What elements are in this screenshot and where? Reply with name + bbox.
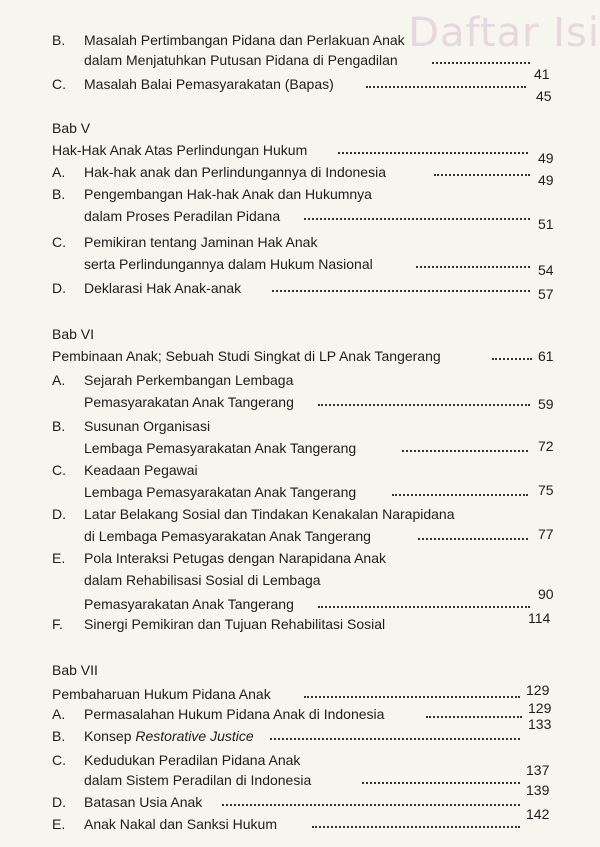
chapter-heading: Bab VII: [52, 662, 98, 678]
entry-page: 77: [538, 526, 554, 542]
entry-text: Kedudukan Peradilan Pidana Anak: [84, 752, 301, 768]
entry-page: 72: [538, 438, 554, 454]
entry-letter: B.: [52, 32, 66, 48]
chapter-title-text: Pembaharuan Hukum Pidana Anak: [52, 686, 271, 702]
chapter-page: 61: [538, 348, 554, 364]
leader-dots: [304, 218, 530, 220]
toc-entry-bab5-a[interactable]: [0, 162, 600, 188]
entry-letter: C.: [52, 234, 66, 250]
chapter-title[interactable]: [0, 346, 600, 368]
entry-page: 41: [534, 66, 550, 82]
entry-letter: D.: [52, 794, 66, 810]
toc-entry-bab6-f[interactable]: [0, 610, 600, 636]
leader-dots: [270, 738, 520, 740]
entry-letter: A.: [52, 164, 66, 180]
leader-dots: [434, 174, 530, 176]
entry-text-2: di Lembaga Pemasyarakatan Anak Tangerang: [84, 528, 371, 544]
entry-text: Susunan Organisasi: [84, 418, 211, 434]
entry-text-2: Pemasyarakatan Anak Tangerang: [84, 394, 294, 410]
chapter-title[interactable]: [0, 140, 600, 166]
entry-text: Pemikiran tentang Jaminan Hak Anak: [84, 234, 318, 250]
leader-dots: [222, 804, 520, 806]
leader-dots: [366, 86, 526, 88]
leader-dots: [318, 606, 530, 608]
entry-page: 75: [538, 482, 554, 498]
entry-letter: D.: [52, 280, 66, 296]
entry-text: Batasan Usia Anak: [84, 794, 203, 810]
entry-text: Permasalahan Hukum Pidana Anak di Indonesia: [84, 706, 385, 722]
entry-text: Latar Belakang Sosial dan Tindakan Kenakalan Narapidana: [84, 506, 455, 522]
chapter-page: 49: [538, 150, 554, 166]
chapter-heading: Bab V: [52, 120, 91, 136]
entry-text-emphasis: Restorative Justice: [135, 728, 254, 744]
leader-dots: [416, 266, 530, 268]
entry-text: Sinergi Pemikiran dan Tujuan Rehabilitasi Sosial: [84, 616, 386, 632]
entry-text-2: dalam Rehabilisasi Sosial di Lembaga: [84, 572, 321, 588]
entry-page: 129: [528, 700, 552, 716]
entry-text-2: serta Perlindungannya dalam Hukum Nasional: [84, 256, 373, 272]
leader-dots: [304, 696, 520, 698]
entry-page: 137: [526, 762, 550, 778]
entry-text-3: Pemasyarakatan Anak Tangerang: [84, 596, 294, 612]
leader-dots: [362, 782, 520, 784]
entry-letter: E.: [52, 550, 66, 566]
entry-page: 59: [538, 396, 554, 412]
entry-page: 142: [526, 806, 550, 822]
entry-page: 49: [538, 172, 554, 188]
entry-letter: A.: [52, 372, 66, 388]
entry-letter: C.: [52, 752, 66, 768]
entry-letter: A.: [52, 706, 66, 722]
entry-page: 45: [536, 88, 552, 104]
entry-letter: D.: [52, 506, 66, 522]
entry-page: 139: [526, 782, 550, 798]
entry-letter: E.: [52, 816, 66, 832]
leader-dots: [312, 826, 520, 828]
chapter-page: 129: [526, 682, 550, 698]
entry-letter: C.: [52, 76, 66, 92]
entry-text-2: dalam Menjatuhkan Putusan Pidana di Pengadilan: [84, 52, 398, 68]
watermark-text: Daftar Isi: [408, 10, 600, 56]
leader-dots: [402, 450, 528, 452]
entry-letter: C.: [52, 462, 66, 478]
toc-entry-bab7-d[interactable]: [0, 782, 600, 814]
entry-text-prefix: Konsep: [84, 728, 136, 744]
entry-letter: F.: [52, 616, 63, 632]
entry-page: 90: [538, 586, 554, 602]
entry-text-2: dalam Sistem Peradilan di Indonesia: [84, 772, 312, 788]
leader-dots: [392, 494, 528, 496]
toc-entry-bab7-e[interactable]: [0, 806, 600, 836]
chapter-title-text: Pembinaan Anak; Sebuah Studi Singkat di LP Anak Tangerang: [52, 348, 441, 364]
entry-text: Anak Nakal dan Sanksi Hukum: [84, 816, 277, 832]
leader-dots: [318, 404, 530, 406]
entry-page: 54: [538, 262, 554, 278]
entry-page: 133: [528, 716, 552, 732]
chapter-title-text: Hak-Hak Anak Atas Perlindungan Hukum: [52, 142, 308, 158]
leader-dots: [418, 538, 528, 540]
entry-letter: B.: [52, 186, 66, 202]
chapter-title[interactable]: [0, 684, 600, 706]
leader-dots: [492, 358, 532, 360]
entry-text: Hak-hak anak dan Perlindungannya di Indonesia: [84, 164, 386, 180]
entry-text: Pengembangan Hak-hak Anak dan Hukumnya: [84, 186, 372, 202]
entry-letter: B.: [52, 418, 66, 434]
toc-entry-bab5-d[interactable]: [0, 278, 600, 300]
entry-text-2: dalam Proses Peradilan Pidana: [84, 208, 281, 224]
entry-text: Pola Interaksi Petugas dengan Narapidana Anak: [84, 550, 386, 566]
toc-entry-bab7-a[interactable]: [0, 700, 600, 726]
entry-page: 51: [538, 216, 554, 232]
chapter-heading: Bab VI: [52, 326, 95, 342]
entry-letter: B.: [52, 728, 66, 744]
entry-text-2: Lembaga Pemasyarakatan Anak Tangerang: [84, 440, 357, 456]
toc-entry-bab7-b[interactable]: [0, 716, 600, 748]
entry-text: Deklarasi Hak Anak-anak: [84, 280, 242, 296]
leader-dots: [338, 152, 528, 154]
leader-dots: [432, 62, 530, 64]
leader-dots: [426, 716, 522, 718]
leader-dots: [272, 290, 530, 292]
entry-page: 57: [538, 286, 554, 302]
entry-text: Keadaan Pegawai: [84, 462, 198, 478]
entry-text: [84, 726, 254, 746]
entry-page: 114: [528, 610, 551, 626]
entry-text: Masalah Pertimbangan Pidana dan Perlakuan Anak: [84, 32, 405, 48]
entry-text-2: Lembaga Pemasyarakatan Anak Tangerang: [84, 484, 357, 500]
entry-text: Sejarah Perkembangan Lembaga: [84, 372, 294, 388]
entry-text: Masalah Balai Pemasyarakatan (Bapas): [84, 76, 334, 92]
